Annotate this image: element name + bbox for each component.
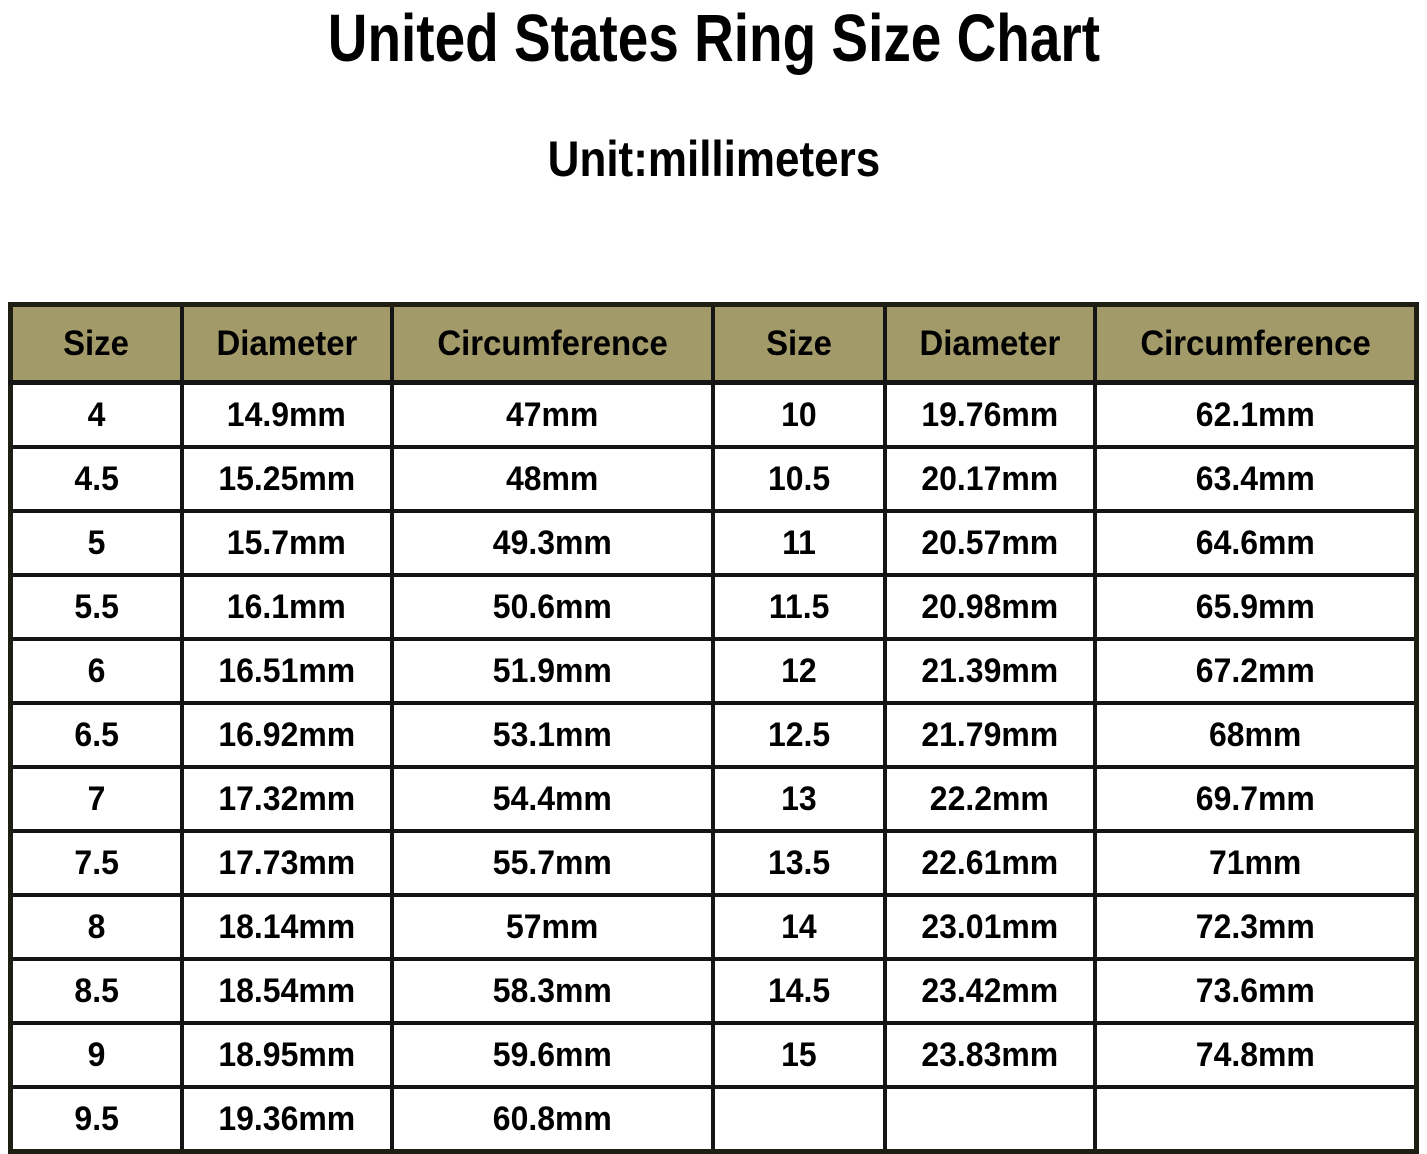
table-cell (713, 767, 885, 831)
table-cell-value: 54.4mm (492, 779, 613, 818)
table-cell (392, 511, 714, 575)
table-cell (11, 1087, 183, 1152)
table-cell (885, 383, 1094, 448)
column-header (11, 305, 183, 383)
table-cell (885, 1087, 1094, 1152)
table-cell-value: 15.25mm (218, 459, 356, 498)
table-cell (11, 959, 183, 1023)
table-row (11, 959, 1417, 1023)
table-cell-value: 65.9mm (1195, 587, 1315, 626)
table-row (11, 703, 1417, 767)
table-cell (182, 831, 391, 895)
table-cell (713, 1087, 885, 1152)
table-cell (713, 639, 885, 703)
table-row (11, 383, 1417, 448)
table-cell-value: 8.5 (74, 971, 119, 1010)
table-cell-value: 48mm (506, 459, 599, 498)
table-cell (11, 383, 183, 448)
table-cell (713, 447, 885, 511)
table-header (11, 305, 1417, 383)
table-cell (182, 703, 391, 767)
table-row (11, 1023, 1417, 1087)
table-cell (713, 575, 885, 639)
table-cell-value: 17.32mm (218, 779, 356, 818)
table-cell (885, 575, 1094, 639)
column-header-label: Diameter (216, 323, 358, 363)
table-cell (1095, 895, 1417, 959)
table-cell (713, 1023, 885, 1087)
table-cell-value: 6.5 (74, 715, 119, 754)
table-cell-value: 16.1mm (227, 587, 347, 626)
table-cell (182, 383, 391, 448)
table-row (11, 447, 1417, 511)
table-cell-value: 4.5 (74, 459, 119, 498)
table-cell-value: 22.2mm (930, 779, 1050, 818)
table-cell-value: 12 (781, 651, 818, 690)
table-cell (885, 831, 1094, 895)
table-cell-value: 12.5 (768, 715, 831, 754)
table-cell-value: 20.57mm (921, 523, 1059, 562)
table-cell-value: 59.6mm (492, 1035, 613, 1074)
table-cell-value: 58.3mm (492, 971, 613, 1010)
table-cell-value: 7.5 (74, 843, 119, 882)
table-cell-value: 17.73mm (218, 843, 356, 882)
table-cell-value: 22.61mm (921, 843, 1059, 882)
table-cell-value: 13.5 (768, 843, 831, 882)
page-title: United States Ring Size Chart (327, 1, 1100, 76)
page-subtitle: Unit:millimeters (547, 131, 880, 188)
table-cell (885, 1023, 1094, 1087)
table-cell (885, 511, 1094, 575)
table-cell (182, 575, 391, 639)
table-cell (1095, 383, 1417, 448)
ring-size-table (8, 302, 1419, 1154)
table-cell (11, 639, 183, 703)
table-cell (713, 703, 885, 767)
table-cell (1095, 1087, 1417, 1152)
table-cell (182, 1023, 391, 1087)
table-cell (11, 1023, 183, 1087)
table-row (11, 767, 1417, 831)
table-cell (1095, 511, 1417, 575)
table-cell-value: 5.5 (74, 587, 119, 626)
table-cell (392, 639, 714, 703)
table-cell (11, 831, 183, 895)
table-cell-value: 64.6mm (1195, 523, 1315, 562)
table-cell-value: 11.5 (769, 587, 830, 626)
table-cell-value: 50.6mm (492, 587, 613, 626)
table-cell (713, 895, 885, 959)
table-cell-value: 49.3mm (492, 523, 613, 562)
table-cell (392, 1023, 714, 1087)
table-cell (392, 959, 714, 1023)
column-header-label: Circumference (1140, 323, 1371, 363)
table-cell-value: 23.42mm (921, 971, 1059, 1010)
table-cell-value: 10 (781, 395, 818, 434)
table-cell (1095, 1023, 1417, 1087)
table-cell (1095, 639, 1417, 703)
table-cell (11, 575, 183, 639)
table-row (11, 895, 1417, 959)
table-cell (182, 895, 391, 959)
table-cell (885, 639, 1094, 703)
table-cell (182, 959, 391, 1023)
table-cell-value: 55.7mm (492, 843, 613, 882)
table-cell-value: 23.83mm (921, 1035, 1059, 1074)
table-cell-value: 21.39mm (921, 651, 1059, 690)
table-row (11, 639, 1417, 703)
table-cell (11, 511, 183, 575)
table-cell-value: 57mm (506, 907, 599, 946)
table-cell-value: 73.6mm (1195, 971, 1315, 1010)
table-cell (713, 383, 885, 448)
table-cell (1095, 831, 1417, 895)
table-cell-value: 7 (87, 779, 106, 818)
table-cell-value: 51.9mm (492, 651, 613, 690)
table-cell-value: 8 (87, 907, 106, 946)
table-cell-value: 11 (782, 523, 817, 562)
column-header (1095, 305, 1417, 383)
table-cell (392, 767, 714, 831)
table-cell (11, 703, 183, 767)
table-cell (885, 447, 1094, 511)
table-cell (182, 639, 391, 703)
table-cell-value: 9.5 (74, 1099, 119, 1138)
table-cell-value: 23.01mm (921, 907, 1059, 946)
table-cell (392, 1087, 714, 1152)
table-cell (885, 767, 1094, 831)
table-cell-value: 62.1mm (1195, 395, 1315, 434)
table-cell (392, 703, 714, 767)
table-cell-value: 68mm (1209, 715, 1302, 754)
column-header (392, 305, 714, 383)
table-cell-value: 16.92mm (218, 715, 356, 754)
table-cell-value: 4 (87, 395, 106, 434)
table-cell (182, 511, 391, 575)
table-cell (885, 959, 1094, 1023)
table-cell-value: 15.7mm (227, 523, 347, 562)
table-cell-value: 14.5 (768, 971, 831, 1010)
table-cell (392, 895, 714, 959)
table-cell-value: 53.1mm (492, 715, 613, 754)
table-cell-value: 71mm (1209, 843, 1302, 882)
table-cell (392, 447, 714, 511)
table-cell-value: 21.79mm (921, 715, 1059, 754)
table-cell-value: 5 (87, 523, 106, 562)
table-cell (182, 447, 391, 511)
table-cell (1095, 959, 1417, 1023)
column-header-label: Size (63, 323, 130, 363)
table-cell-value: 74.8mm (1195, 1035, 1315, 1074)
column-header-label: Size (766, 323, 833, 363)
table-cell (885, 895, 1094, 959)
column-header (713, 305, 885, 383)
table-cell-value: 67.2mm (1195, 651, 1315, 690)
table-cell (1095, 703, 1417, 767)
header-row (11, 305, 1417, 383)
table-row (11, 575, 1417, 639)
table-cell-value: 63.4mm (1195, 459, 1315, 498)
table-cell-value: 60.8mm (492, 1099, 613, 1138)
table-cell-value: 47mm (506, 395, 599, 434)
table-cell-value: 20.17mm (921, 459, 1059, 498)
table-cell-value: 10.5 (768, 459, 831, 498)
table-cell-value: 69.7mm (1195, 779, 1315, 818)
table-cell (1095, 575, 1417, 639)
table-cell (392, 831, 714, 895)
table-cell-value: 20.98mm (921, 587, 1059, 626)
table-cell (392, 383, 714, 448)
table-cell (1095, 767, 1417, 831)
table-cell (11, 447, 183, 511)
table-cell-value: 14 (781, 907, 818, 946)
table-cell (713, 511, 885, 575)
table-row (11, 831, 1417, 895)
table-cell-value: 6 (87, 651, 106, 690)
column-header (885, 305, 1094, 383)
table-row (11, 1087, 1417, 1152)
table-body (11, 383, 1417, 1152)
table-cell-value: 19.76mm (921, 395, 1059, 434)
table-cell (885, 703, 1094, 767)
column-header (182, 305, 391, 383)
title-container (0, 0, 1427, 74)
table-cell-value: 18.14mm (218, 907, 356, 946)
table-cell (713, 831, 885, 895)
table-row (11, 511, 1417, 575)
table-cell-value: 16.51mm (218, 651, 356, 690)
table-cell (1095, 447, 1417, 511)
table-cell-value: 14.9mm (227, 395, 347, 434)
table-cell-value: 18.95mm (218, 1035, 356, 1074)
table-cell (182, 767, 391, 831)
table-cell-value: 15 (781, 1035, 818, 1074)
table-cell (713, 959, 885, 1023)
column-header-label: Circumference (437, 323, 668, 363)
table-cell-value: 72.3mm (1195, 907, 1315, 946)
table-cell-value: 18.54mm (218, 971, 356, 1010)
table-cell (11, 767, 183, 831)
table-cell-value: 19.36mm (218, 1099, 356, 1138)
table-cell (182, 1087, 391, 1152)
table-cell (11, 895, 183, 959)
table-cell (392, 575, 714, 639)
table-cell-value: 9 (87, 1035, 106, 1074)
subtitle-container (0, 131, 1427, 188)
column-header-label: Diameter (919, 323, 1061, 363)
table-cell-value: 13 (781, 779, 818, 818)
